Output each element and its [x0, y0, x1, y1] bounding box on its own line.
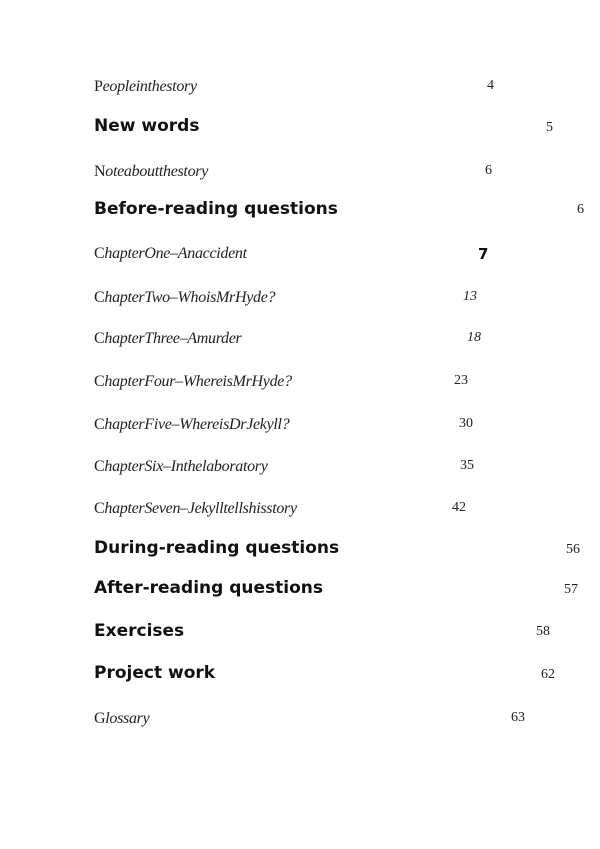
toc-entry-after-reading	[0, 578, 600, 608]
toc-entry-chapter-six	[0, 458, 600, 488]
toc-page-number: 63	[511, 710, 525, 725]
toc-entry-chapter-five	[0, 416, 600, 446]
toc-entry-exercises	[0, 621, 600, 651]
toc-entry-chapter-two	[0, 289, 600, 319]
toc-page-number: 6	[577, 202, 584, 217]
toc-title: Project work	[94, 663, 216, 683]
toc-title: ChapterOne–Anaccident	[94, 245, 247, 262]
toc-page-number: 4	[487, 78, 494, 93]
toc-page-number: 18	[467, 330, 481, 345]
toc-entry-chapter-seven	[0, 500, 600, 530]
toc-page-number: 56	[566, 542, 580, 557]
toc-title: ChapterTwo–WhoisMrHyde?	[94, 289, 276, 306]
toc-title: Glossary	[94, 710, 150, 727]
toc-title: After-reading questions	[94, 578, 323, 598]
toc-title: New words	[94, 116, 200, 136]
toc-page-number: 7	[478, 245, 489, 263]
toc-title: Exercises	[94, 621, 185, 641]
toc-page-number: 30	[459, 416, 473, 431]
toc-title: ChapterFour–WhereisMrHyde?	[94, 373, 292, 390]
toc-entry-new-words	[0, 116, 600, 146]
toc-page-number: 13	[463, 289, 477, 304]
toc-title: During-reading questions	[94, 538, 340, 558]
toc-title: ChapterSix–Inthelaboratory	[94, 458, 268, 475]
toc-entry-chapter-four	[0, 373, 600, 403]
toc-page-number: 58	[536, 624, 550, 639]
toc-page-number: 35	[460, 458, 474, 473]
toc-page-number: 62	[541, 667, 555, 682]
toc-entry-chapter-one	[0, 245, 600, 275]
toc-title: ChapterSeven–Jekylltellshisstory	[94, 500, 297, 517]
toc-entry-project-work	[0, 663, 600, 693]
toc-entry-chapter-three	[0, 330, 600, 360]
toc-entry-before-reading	[0, 199, 600, 229]
toc-page-number: 5	[546, 120, 553, 135]
toc-entry-people	[0, 78, 600, 108]
toc-page-number: 6	[485, 163, 492, 178]
toc-title: Before-reading questions	[94, 199, 338, 219]
toc-title: ChapterThree–Amurder	[94, 330, 242, 347]
toc-title: ChapterFive–WhereisDrJekyll?	[94, 416, 290, 433]
toc-page-number: 57	[564, 582, 578, 597]
toc-page-number: 42	[452, 500, 466, 515]
toc-page-number: 23	[454, 373, 468, 388]
toc-entry-glossary	[0, 710, 600, 740]
toc-entry-during-reading	[0, 538, 600, 568]
toc-entry-note	[0, 163, 600, 193]
toc-title: Peopleinthestory	[94, 78, 197, 95]
toc-title: Noteaboutthestory	[94, 163, 209, 180]
